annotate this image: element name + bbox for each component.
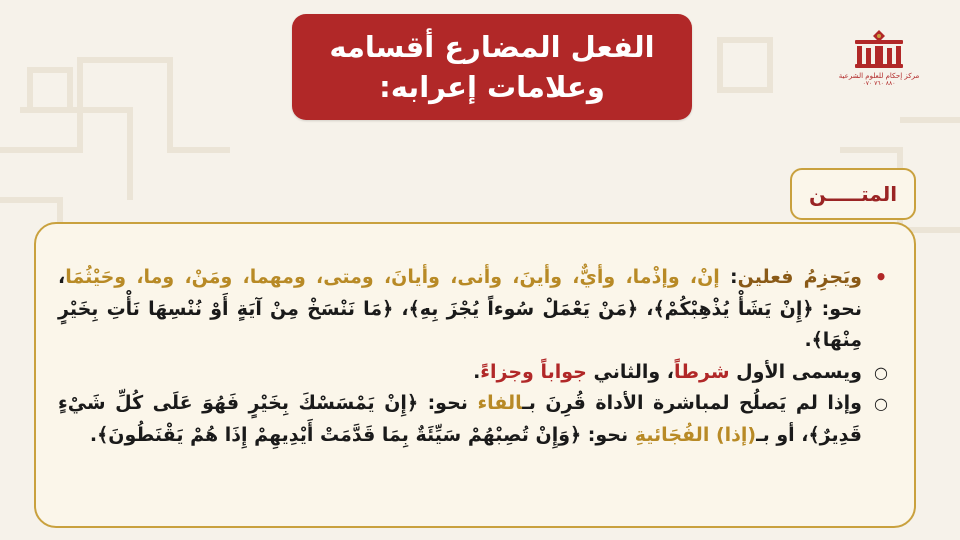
section-tab-matn — [790, 168, 916, 220]
text-span: ، والثاني — [586, 360, 675, 383]
logo-subtitle: مركز إحكام للعلوم الشرعية — [838, 72, 920, 80]
text-span: ، نحو: ﴿إِنْ يَشَأْ يُذْهِبْكُمْ﴾، ﴿مَنْ يَعْمَلْ سُوءاً يُجْزَ بِهِ﴾، ﴿مَا نَنْسَخْ مِنْ آيَةٍ أَوْ نُنْسِهَا نَأْتِ بِخَيْرٍ مِنْهَا﴾. — [58, 266, 862, 351]
section-tab-label: المتـــــن — [808, 182, 898, 206]
logo-mark — [849, 26, 909, 70]
logo-number: ٨٨٠ ٧٦٠ ٠٧٠ — [862, 80, 896, 87]
text-highlight: (إذا) الفُجَائيةِ — [634, 423, 757, 446]
text-highlight: ويَجزِمُ فعلين — [737, 266, 862, 288]
circle-marker: ○ — [874, 394, 888, 413]
list-item — [58, 388, 896, 451]
text-highlight: جواباً وجزاءً — [480, 360, 587, 383]
circle-marker: ○ — [874, 362, 888, 382]
title-line-2: وعلامات إعرابه: — [379, 70, 605, 104]
text-highlight: إنْ، وإذْما، وأيٌّ، وأينَ، وأنى، وأيانَ، ومتى، ومهما، ومَنْ، وما، وحَيْثُمَا — [65, 266, 720, 288]
title-line-1: الفعل المضارع أقسامه — [329, 30, 655, 64]
text-span: وإذا لم يَصلُح لمباشرة الأداة قُرِنَ بـ — [522, 392, 862, 414]
list-item — [58, 357, 896, 389]
page-title — [307, 27, 677, 107]
title-banner — [292, 14, 692, 120]
text-span: نحو: ﴿إِنْ يَمْسَسْكَ بِخَيْرٍ فَهُوَ عَلَى كُلِّ شَيْءٍ قَدِيرٌ﴾، أو بـ — [58, 392, 862, 446]
list-item — [58, 262, 896, 357]
content-text — [58, 262, 896, 451]
text-highlight: الفاء — [477, 392, 523, 414]
text-span: نحو: ﴿وَإِنْ تُصِبْهُمْ سَيِّئَةٌ بِمَا قَدَّمَتْ أَيْدِيهِمْ إِذَا هُمْ يَقْنَطُونَ﴾. — [89, 423, 635, 446]
text-span: : — [719, 266, 738, 288]
text-span: . — [473, 360, 481, 383]
text-span: ويسمى الأول — [729, 360, 862, 383]
content-frame — [34, 222, 916, 528]
text-highlight: شرطاً — [674, 360, 730, 383]
bullet-marker: • — [874, 265, 888, 289]
logo — [838, 26, 920, 96]
